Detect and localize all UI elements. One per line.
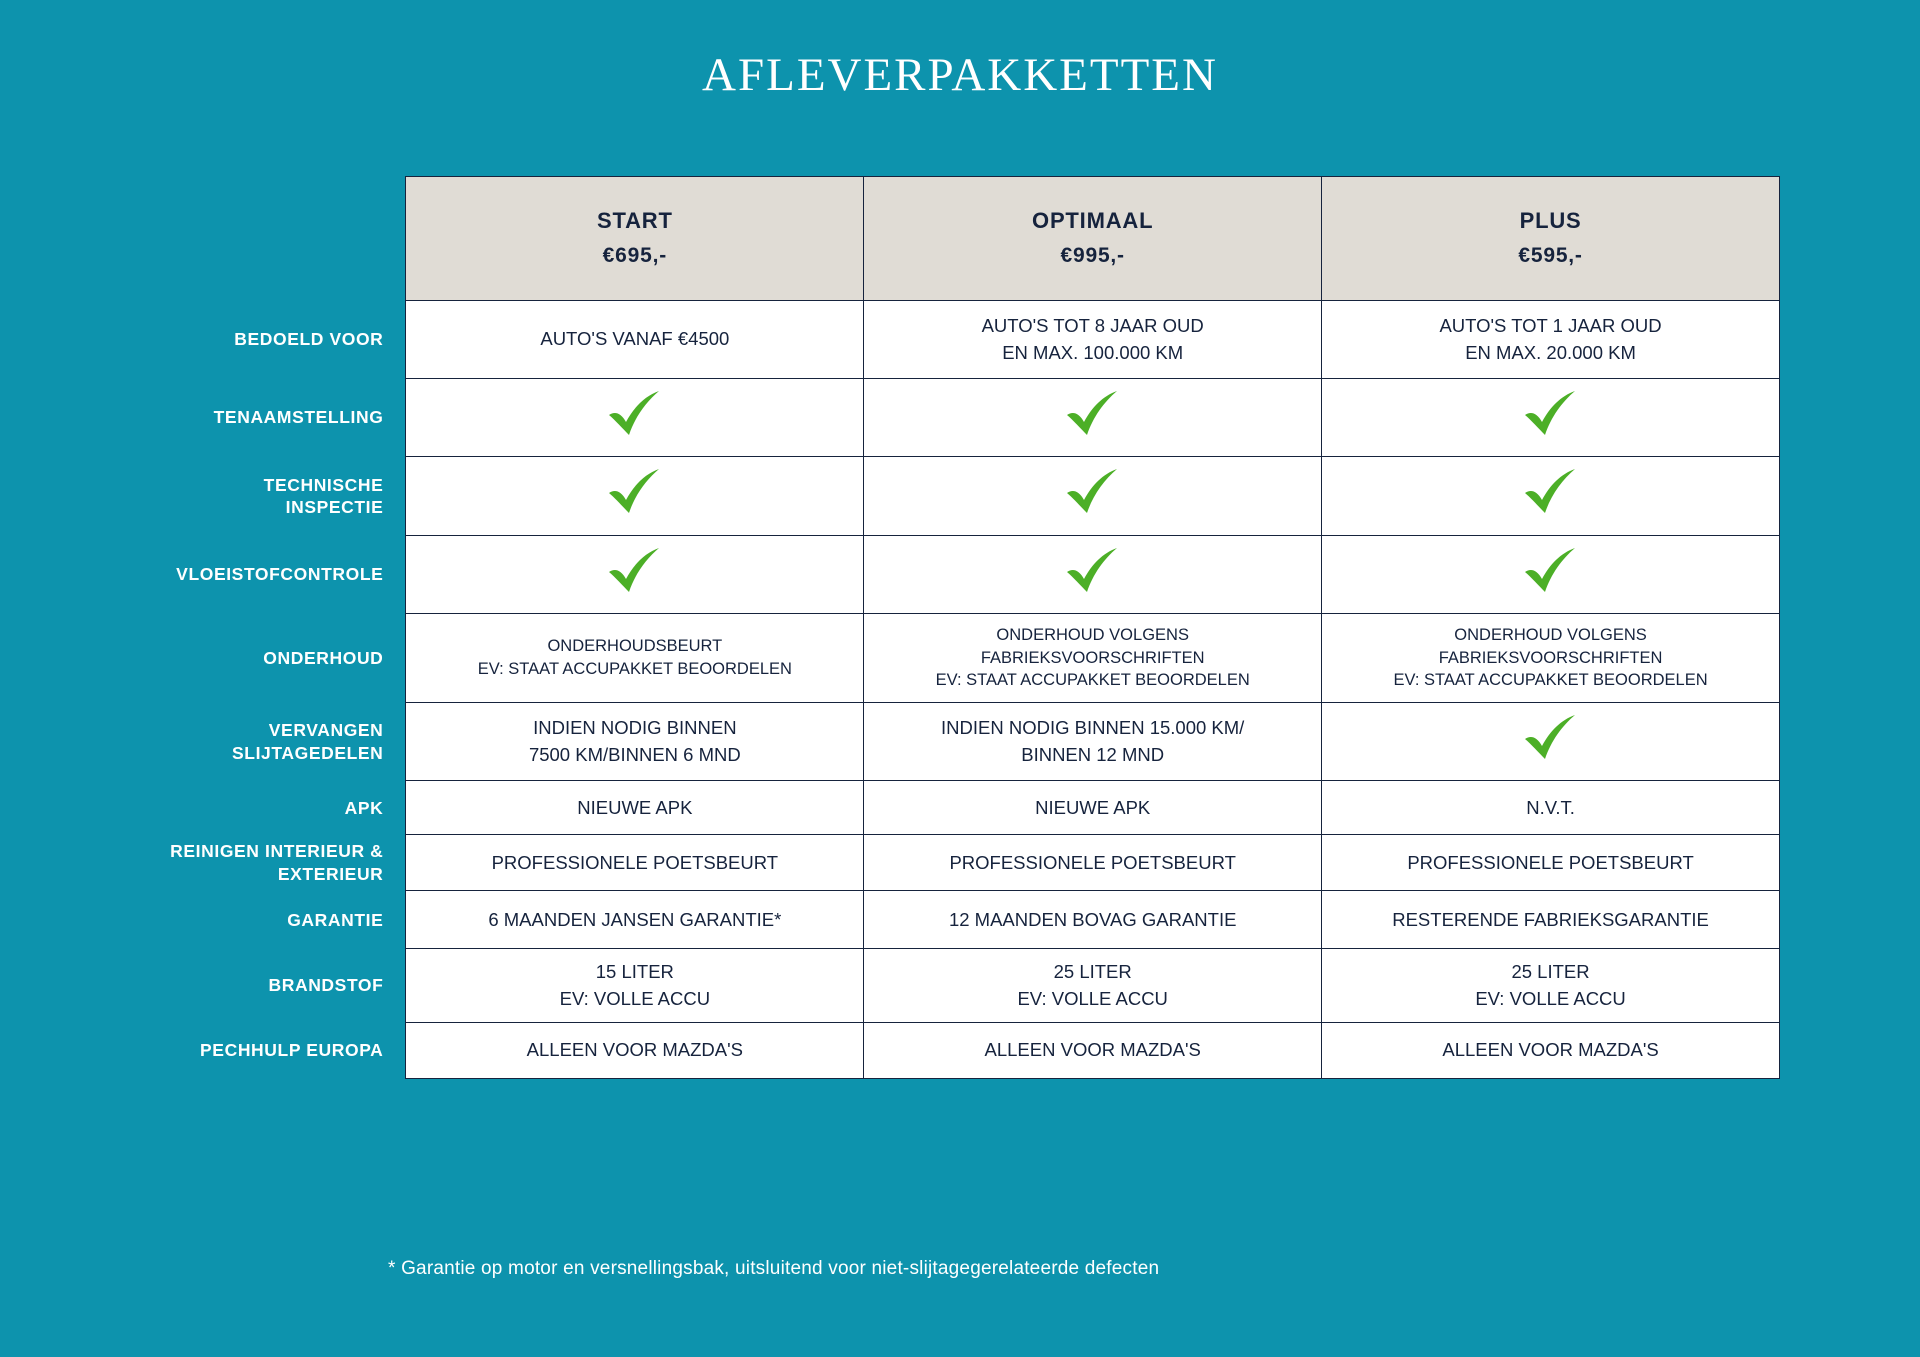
row-label: [140, 949, 406, 1023]
cell-line: ALLEEN VOOR MAZDA'S: [1442, 1039, 1659, 1061]
row-label-line: GARANTIE: [287, 909, 384, 930]
package-name: OPTIMAAL: [1032, 208, 1154, 234]
cell-line: 6 MAANDEN JANSEN GARANTIE*: [488, 908, 782, 930]
feature-cell-text: [864, 1022, 1322, 1078]
table-header: [140, 177, 1780, 301]
table-row: [140, 535, 1780, 613]
feature-cell-text: [406, 891, 864, 949]
row-label-line: BEDOELD VOOR: [234, 329, 384, 350]
cell-line: ALLEEN VOOR MAZDA'S: [526, 1039, 744, 1061]
cell-line: EV: STAAT ACCUPAKKET BEOORDELEN: [935, 671, 1250, 690]
feature-cell-text: [1322, 1022, 1780, 1078]
cell-line: BINNEN 12 MND: [1021, 743, 1165, 765]
cell-line: RESTERENDE FABRIEKSGARANTIE: [1392, 908, 1709, 930]
table-row: [140, 1022, 1780, 1078]
row-label: [140, 379, 406, 457]
feature-cell-text: [864, 891, 1322, 949]
cell-line: AUTO'S VANAF €4500: [540, 328, 730, 350]
cell-line: NIEUWE APK: [577, 796, 693, 818]
cell-line: ONDERHOUD VOLGENS: [996, 625, 1189, 644]
feature-cell-text: [406, 703, 864, 781]
row-label-line: VERVANGEN: [268, 720, 384, 741]
feature-cell-text: [864, 781, 1322, 835]
feature-cell-check: [1322, 535, 1780, 613]
footnote: * Garantie op motor en versnellingsbak, uitsluitend voor niet-slijtagegerelateerde defecten: [388, 1258, 1160, 1279]
cell-line: EV: VOLLE ACCU: [559, 987, 711, 1009]
package-header-plus: [1322, 177, 1780, 301]
cell-line: FABRIEKSVOORSCHRIFTEN: [1438, 648, 1663, 667]
feature-cell-text: [406, 781, 864, 835]
row-label: [140, 457, 406, 535]
row-label: [140, 613, 406, 702]
feature-cell-text: [864, 301, 1322, 379]
feature-cell-check: [1322, 703, 1780, 781]
cell-line: 25 LITER: [1511, 961, 1590, 983]
table-row: [140, 949, 1780, 1023]
cell-line: EV: STAAT ACCUPAKKET BEOORDELEN: [1393, 671, 1708, 690]
cell-line: PROFESSIONELE POETSBEURT: [491, 851, 779, 873]
feature-cell-text: [1322, 781, 1780, 835]
row-label-line: REINIGEN INTERIEUR &: [170, 841, 384, 862]
cell-line: EV: STAAT ACCUPAKKET BEOORDELEN: [477, 659, 792, 678]
checkmark-icon: [605, 389, 665, 439]
checkmark-icon: [1521, 713, 1581, 763]
package-name: PLUS: [1519, 208, 1582, 234]
checkmark-icon: [1521, 546, 1581, 596]
header-spacer: [140, 177, 406, 301]
package-price: €995,-: [1060, 244, 1125, 268]
cell-line: INDIEN NODIG BINNEN 15.000 KM/: [941, 717, 1245, 739]
page-title: AFLEVERPAKKETTEN: [702, 49, 1218, 101]
feature-cell-text: [406, 835, 864, 891]
feature-cell-text: [406, 613, 864, 702]
row-label-line: EXTERIEUR: [277, 863, 384, 884]
cell-line: EN MAX. 100.000 KM: [1002, 341, 1184, 363]
table-row: [140, 379, 1780, 457]
cell-line: PROFESSIONELE POETSBEURT: [949, 851, 1236, 873]
table-row: [140, 891, 1780, 949]
feature-cell-check: [1322, 379, 1780, 457]
cell-line: 12 MAANDEN BOVAG GARANTIE: [948, 908, 1237, 930]
feature-cell-text: [864, 703, 1322, 781]
feature-cell-text: [1322, 891, 1780, 949]
feature-cell-check: [1322, 457, 1780, 535]
checkmark-icon: [1063, 546, 1123, 596]
cell-line: EV: VOLLE ACCU: [1475, 987, 1626, 1009]
checkmark-icon: [1521, 467, 1581, 517]
cell-line: NIEUWE APK: [1035, 796, 1151, 818]
feature-cell-check: [406, 535, 864, 613]
package-header-start: [406, 177, 864, 301]
table-row: [140, 703, 1780, 781]
table-row: [140, 301, 1780, 379]
package-name: START: [596, 208, 673, 234]
row-label: [140, 703, 406, 781]
package-price: €595,-: [1518, 244, 1583, 268]
cell-line: EN MAX. 20.000 KM: [1465, 341, 1636, 363]
cell-line: 15 LITER: [595, 961, 674, 983]
row-label-line: TENAAMSTELLING: [213, 407, 384, 428]
row-label-line: ONDERHOUD: [263, 647, 384, 668]
feature-cell-check: [864, 535, 1322, 613]
cell-line: 25 LITER: [1053, 961, 1132, 983]
cell-line: 7500 KM/BINNEN 6 MND: [528, 743, 741, 765]
cell-line: N.V.T.: [1526, 796, 1575, 818]
feature-cell-text: [1322, 613, 1780, 702]
packages-comparison-table: [140, 176, 1780, 1079]
cell-line: AUTO'S TOT 1 JAAR OUD: [1439, 315, 1662, 337]
cell-line: ONDERHOUD VOLGENS: [1454, 625, 1647, 644]
row-label-line: SLIJTAGEDELEN: [232, 742, 384, 763]
row-label: [140, 535, 406, 613]
table-body: [140, 301, 1780, 1079]
feature-cell-check: [406, 457, 864, 535]
checkmark-icon: [1063, 389, 1123, 439]
cell-line: PROFESSIONELE POETSBEURT: [1407, 851, 1694, 873]
feature-cell-text: [864, 949, 1322, 1023]
header-row: [140, 177, 1780, 301]
package-price: €695,-: [602, 244, 668, 268]
row-label: [140, 835, 406, 891]
table-row: [140, 457, 1780, 535]
feature-cell-text: [1322, 301, 1780, 379]
cell-line: FABRIEKSVOORSCHRIFTEN: [980, 648, 1205, 667]
feature-cell-text: [406, 949, 864, 1023]
feature-cell-check: [864, 379, 1322, 457]
row-label-line: VLOEISTOFCONTROLE: [176, 563, 384, 584]
table-row: [140, 613, 1780, 702]
checkmark-icon: [1063, 467, 1123, 517]
feature-cell-text: [864, 613, 1322, 702]
row-label: [140, 1022, 406, 1078]
checkmark-icon: [1521, 389, 1581, 439]
feature-cell-text: [406, 1022, 864, 1078]
cell-line: INDIEN NODIG BINNEN: [533, 717, 737, 739]
cell-line: AUTO'S TOT 8 JAAR OUD: [981, 315, 1204, 337]
package-header-optimaal: [864, 177, 1322, 301]
row-label-line: PECHHULP EUROPA: [200, 1040, 384, 1061]
row-label-line: INSPECTIE: [285, 496, 384, 517]
feature-cell-text: [406, 301, 864, 379]
checkmark-icon: [605, 546, 665, 596]
cell-line: ALLEEN VOOR MAZDA'S: [984, 1039, 1201, 1061]
table-row: [140, 835, 1780, 891]
row-label-line: BRANDSTOF: [268, 975, 384, 996]
packages-table-container: [140, 176, 1780, 1079]
row-label: [140, 891, 406, 949]
feature-cell-check: [406, 379, 864, 457]
cell-line: EV: VOLLE ACCU: [1017, 987, 1168, 1009]
cell-line: ONDERHOUDSBEURT: [547, 637, 723, 656]
checkmark-icon: [605, 467, 665, 517]
table-row: [140, 781, 1780, 835]
row-label-line: APK: [344, 797, 384, 818]
feature-cell-text: [1322, 949, 1780, 1023]
row-label-line: TECHNISCHE: [263, 474, 384, 495]
row-label: [140, 301, 406, 379]
feature-cell-text: [864, 835, 1322, 891]
feature-cell-check: [864, 457, 1322, 535]
feature-cell-text: [1322, 835, 1780, 891]
row-label: [140, 781, 406, 835]
